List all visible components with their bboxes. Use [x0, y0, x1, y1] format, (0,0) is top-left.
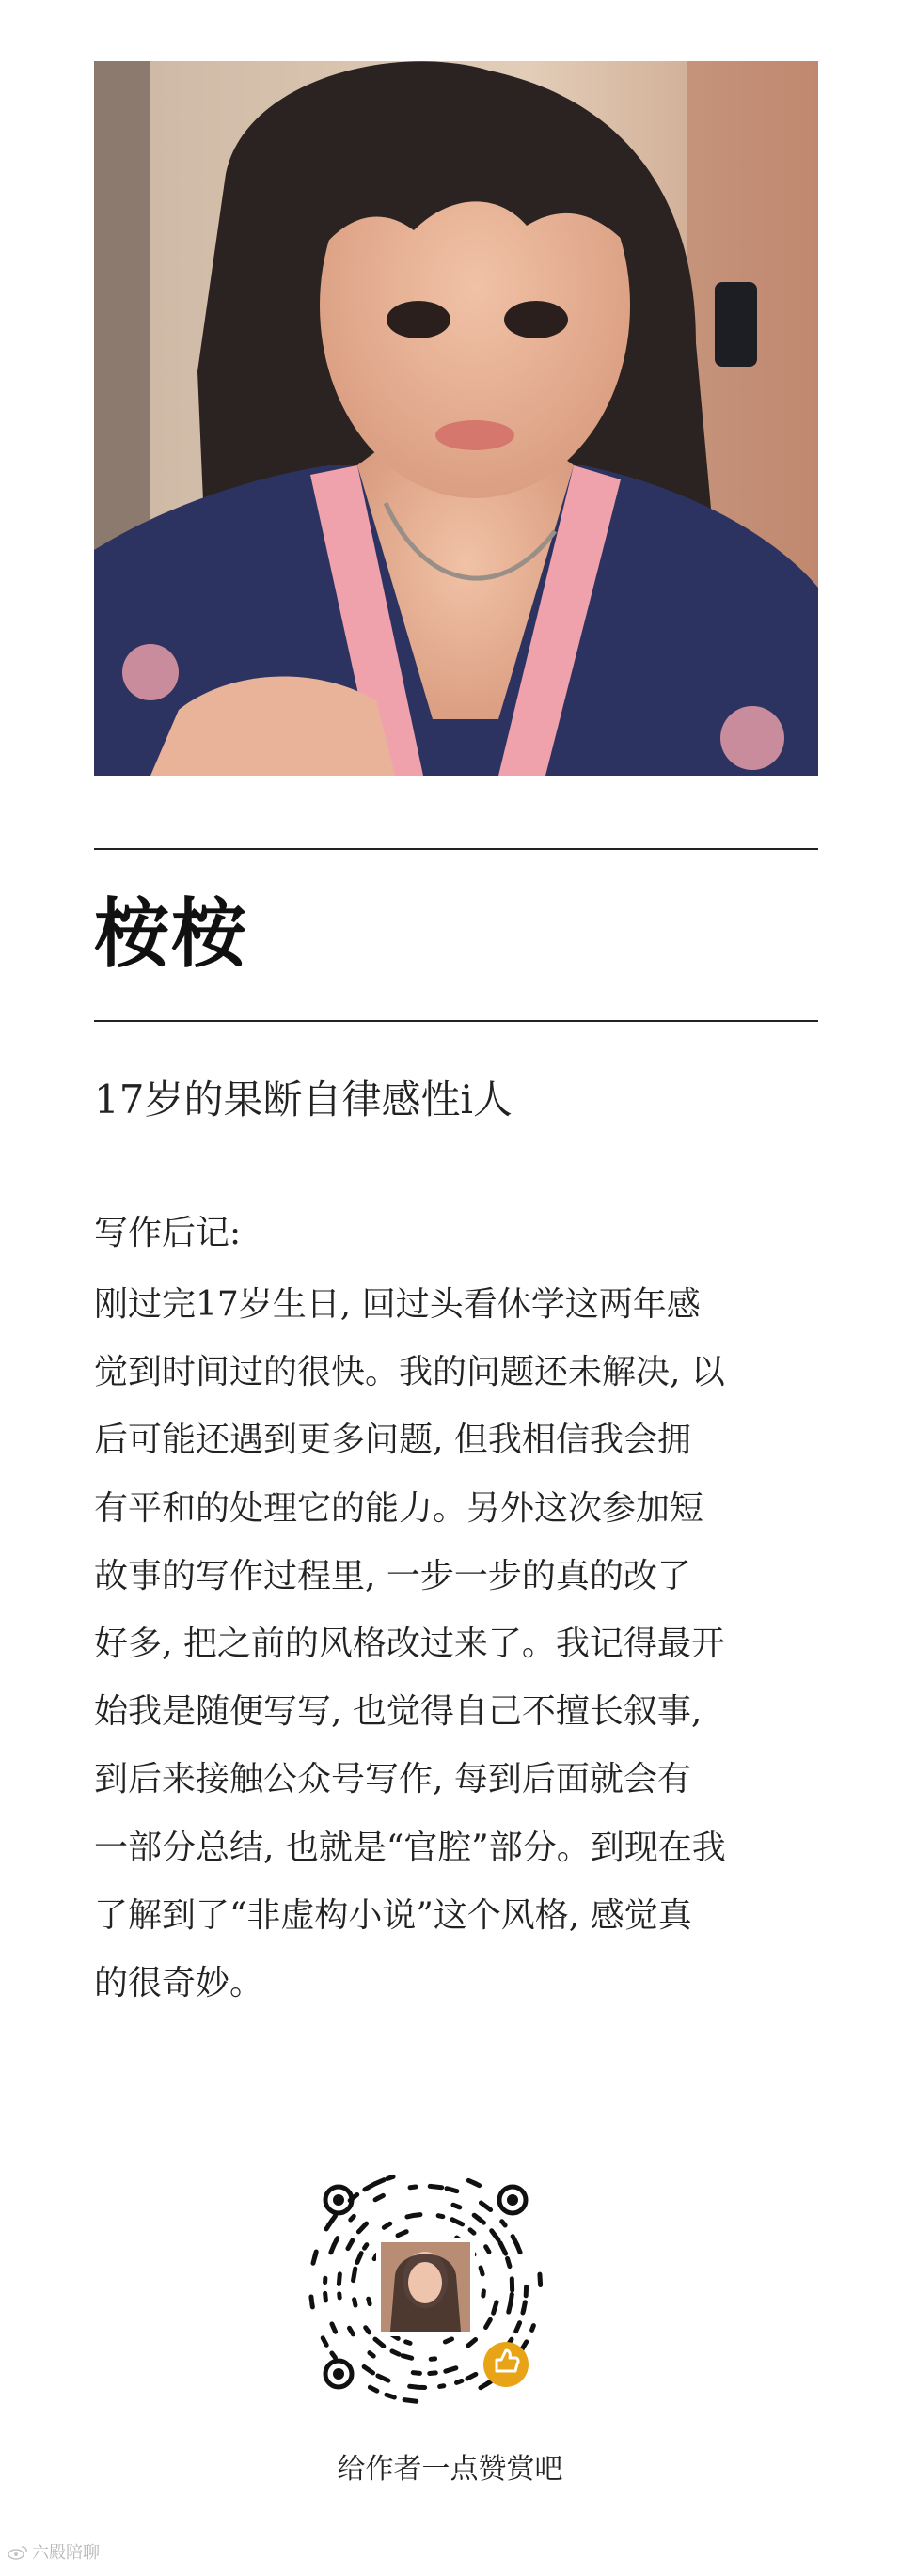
thumbs-up-badge-icon [483, 2342, 529, 2387]
bottom-divider [94, 1020, 818, 1022]
author-name: 桉桉 [94, 889, 248, 978]
afterword-heading: 写作后记: [94, 1214, 242, 1252]
reward-qr-code[interactable] [301, 2162, 550, 2411]
afterword-body: 刚过完17岁生日, 回过头看休学这两年感 觉到时间过的很快。我的问题还未解决, 以 后可能还遇到更多问题, 但我相信我会拥 有平和的处理它的能力。另外这次参加短 故事的写作过程里, 一步一步的真的改了 好多, 把之前的风格改过来了。我记得最开 始我是随便写写, 也觉得自己不擅长叙事, 到后来接触公众号写作, 每到后面就会有 一部分总结, 也就是“官腔”部分。到现在我 了解到了“非虚构小说”这个风格, 感觉真 的很奇妙。 [94, 1285, 726, 2003]
top-divider [94, 848, 818, 850]
reward-caption: 给作者一点赞赏吧 [337, 2453, 563, 2486]
author-photo [94, 61, 818, 776]
watermark-text: 六殿陪聊 [32, 2543, 100, 2563]
author-tagline: 17岁的果断自律感性i人 [94, 1076, 513, 1123]
watermark [8, 2540, 100, 2567]
weibo-icon [8, 2545, 28, 2560]
